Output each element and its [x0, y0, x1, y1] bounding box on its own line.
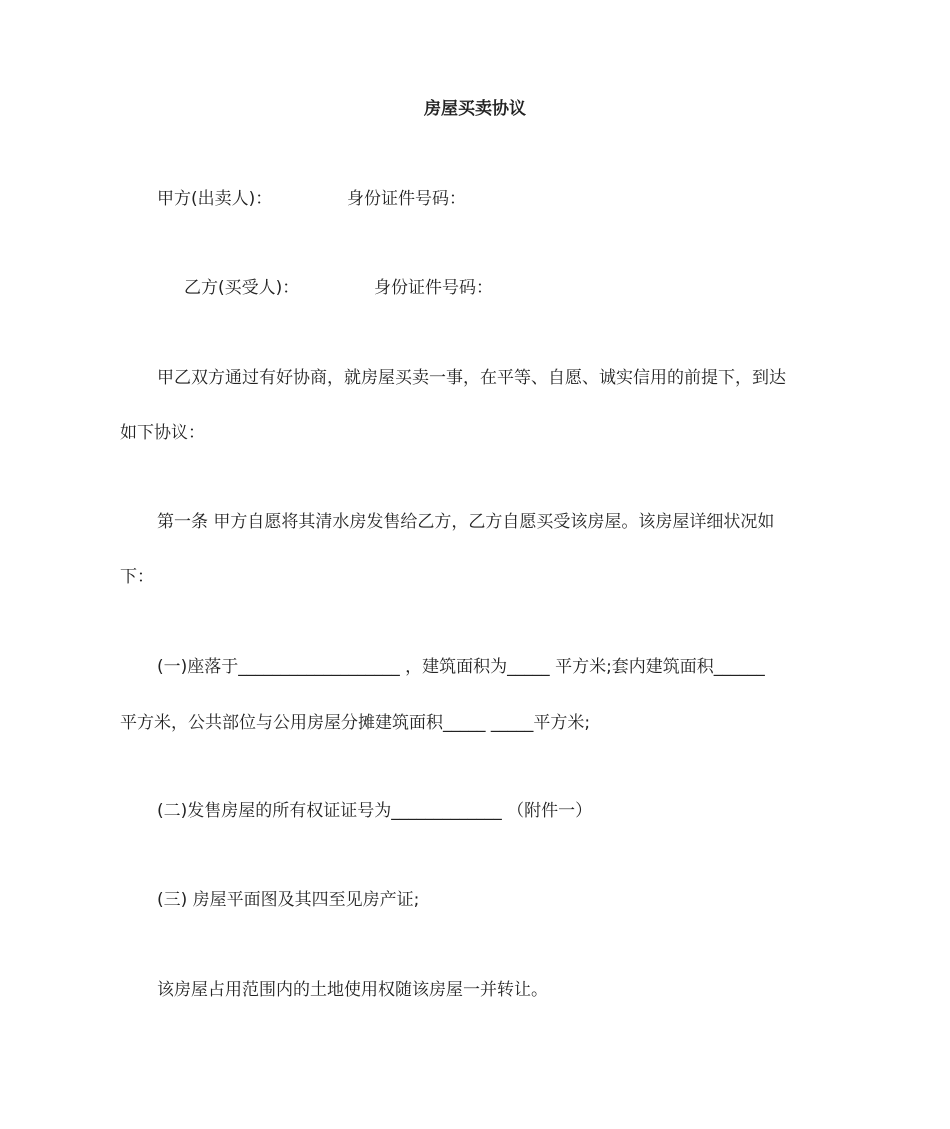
intro-line-1: 甲乙双方通过有好协商，就房屋买卖一事，在平等、自愿、诚实信用的前提下，到达 — [157, 368, 786, 388]
item-1-line-2: 平方米，公共部位与公用房屋分摊建筑面积_____ _____平方米; — [120, 713, 591, 733]
party-a-label: 甲方(出卖人)： — [157, 189, 273, 209]
intro-line-2: 如下协议： — [120, 423, 205, 443]
item-2: (二)发售房屋的所有权证证号为_____________ （附件一） — [157, 801, 593, 821]
document-title: 房屋买卖协议 — [424, 99, 526, 119]
land-clause: 该房屋占用范围内的土地使用权随该房屋一并转让。 — [157, 980, 548, 1000]
party-a-id-label: 身份证件号码： — [347, 189, 466, 209]
article-1-line-1: 第一条 甲方自愿将其清水房发售给乙方，乙方自愿买受该房屋。该房屋详细状况如 — [157, 512, 775, 532]
article-1-line-2: 下： — [120, 567, 154, 587]
party-b-id-label: 身份证件号码： — [374, 278, 493, 298]
item-1-line-1: (一)座落于___________________ ，建筑面积为_____ 平方米;套内建筑面积______ — [157, 657, 765, 677]
party-b-label: 乙方(买受人)： — [184, 278, 300, 298]
item-3: (三) 房屋平面图及其四至见房产证; — [157, 890, 420, 910]
